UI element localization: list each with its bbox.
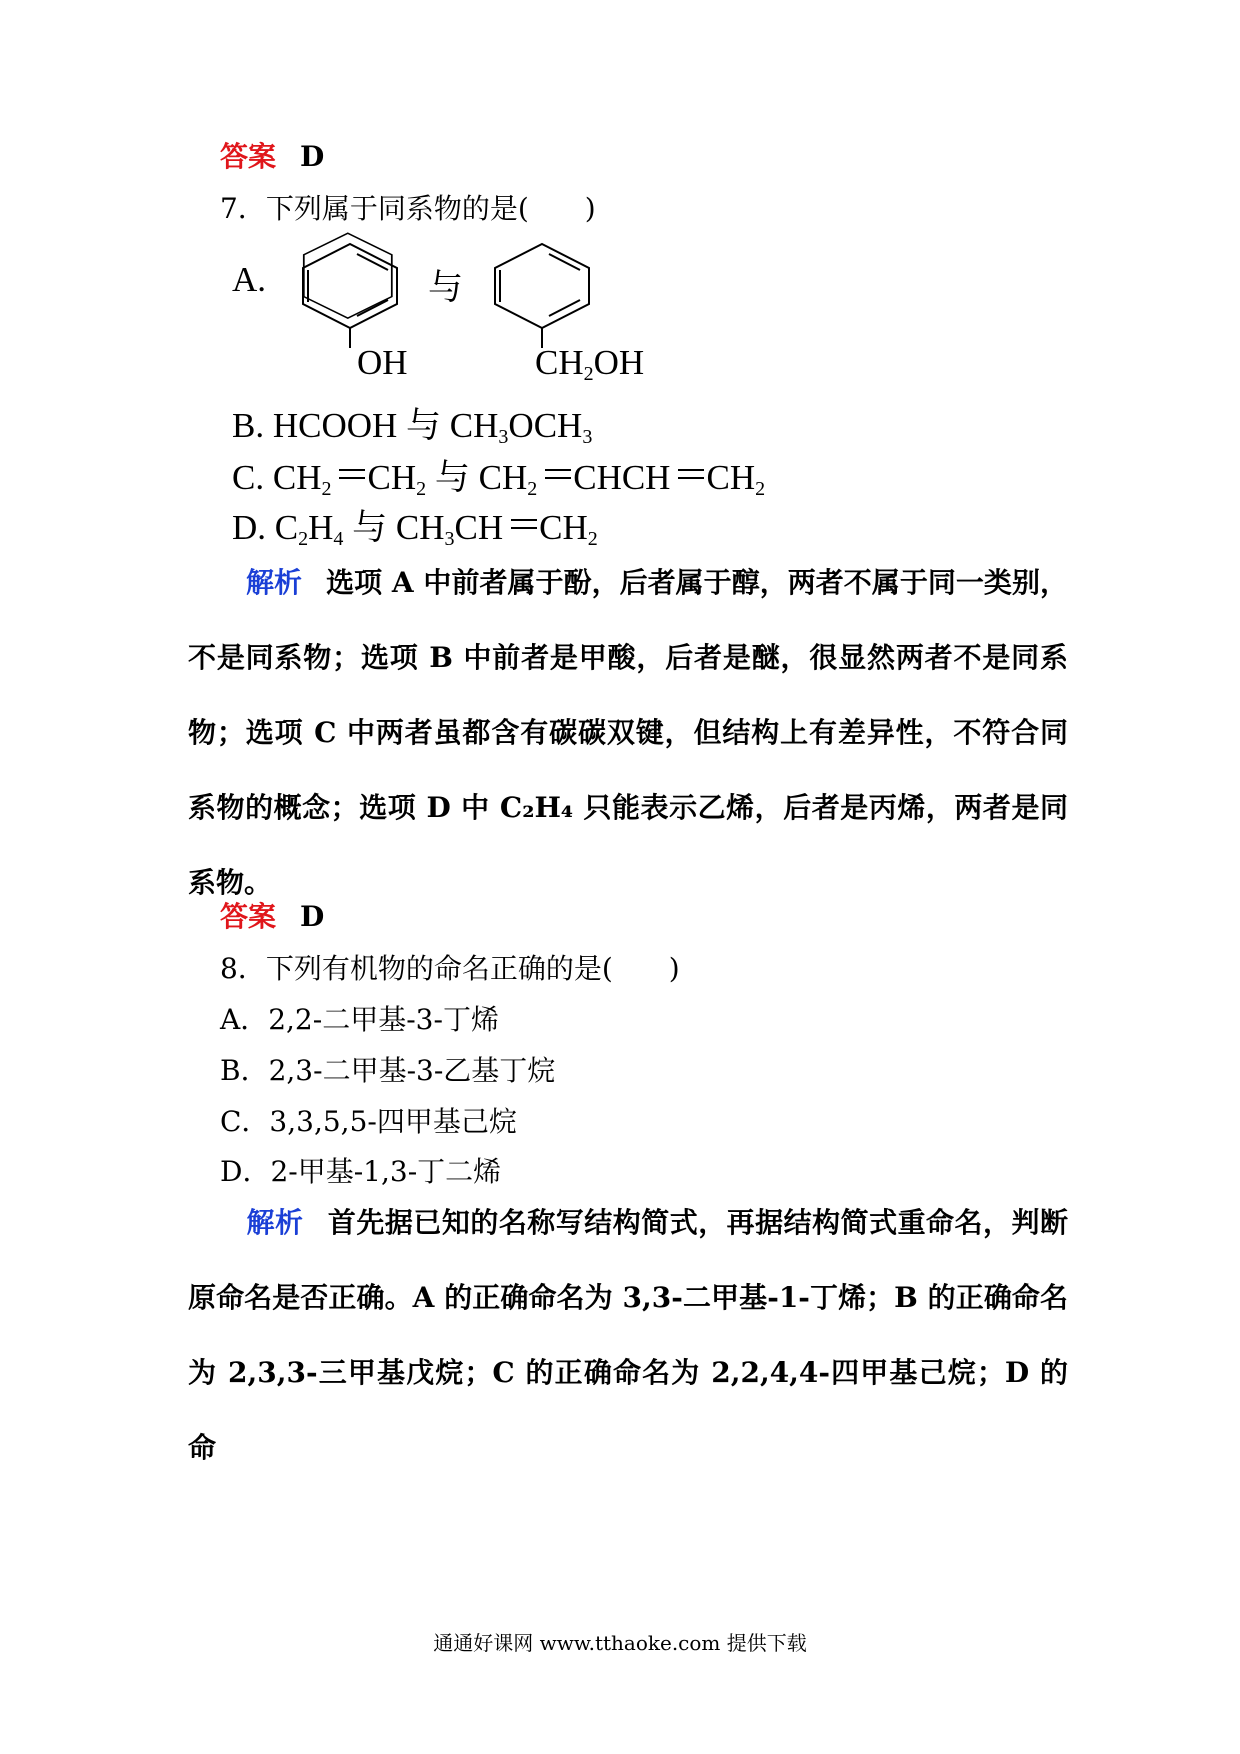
answer-row-2 <box>220 895 324 935</box>
double-bond-symbol <box>678 469 704 479</box>
analysis-label: 解析 <box>246 1206 304 1239</box>
q8-option-a: A．2,2-二甲基-3-丁烯 <box>220 1003 499 1036</box>
answer-label: 答案 <box>220 900 277 933</box>
answer-row-1 <box>220 135 324 175</box>
q7-option-c: C. $CH_2$ $CH_2$ 与 $CH_2$ CHCH $CH_2$ <box>232 458 766 500</box>
answer-label: 答案 <box>220 140 277 173</box>
q8-option-d: D．2-甲基-1,3-丁二烯 <box>220 1155 502 1188</box>
q7-option-b: B. HCOOH 与 $CH_3OCH_3$ <box>232 406 593 448</box>
analysis-text: 选项 A 中前者属于酚，后者属于醇，两者不属于同一类别，不是同系物；选项 B 中前者是甲酸，后者是醚，很显然两者不是同系物；选项 C 中两者虽都含有碳碳双键，但结构上有差异性，不符合同系物的概念；选项 D 中 C₂H₄ 只能表示乙烯，后者是丙烯，两者是同系物。 <box>188 566 1068 899</box>
analysis-text: 首先据已知的名称写结构简式，再据结构简式重命名，判断原命名是否正确。A 的正确命名为 3,3-二甲基-1-丁烯；B 的正确命名为 2,3,3-三甲基戊烷；C 的正确命名为 2,2,4,4-四甲基己烷；D 的命 <box>188 1206 1068 1464</box>
double-bond-symbol <box>511 519 537 529</box>
answer-value: D <box>300 140 325 173</box>
analysis-paragraph-2 <box>188 1185 1068 1485</box>
analysis-label: 解析 <box>246 566 303 599</box>
answer-value: D <box>300 900 325 933</box>
option-a-connector: 与 <box>428 268 464 307</box>
page-footer <box>0 1627 1240 1656</box>
question-7-stem: 7．下列属于同系物的是( ) <box>220 192 596 225</box>
q7-option-a-label: A. <box>232 260 267 299</box>
question-8-stem: 8．下列有机物的命名正确的是( ) <box>220 952 680 985</box>
benzyl-alcohol-structure-diagram <box>470 230 600 350</box>
phenol-structure-diagram <box>290 230 420 350</box>
q8-option-b: B．2,3-二甲基-3-乙基丁烷 <box>220 1054 556 1087</box>
benzyl-ch2oh-label: $CH_2OH$ <box>535 343 645 385</box>
phenol-oh-label: OH <box>357 343 408 382</box>
double-bond-symbol <box>339 469 365 479</box>
analysis-paragraph-1 <box>188 545 1068 920</box>
footer-site-name: 通通好课网 <box>433 1631 534 1655</box>
double-bond-symbol <box>545 469 571 479</box>
q7-option-d: D. $C_2H_4$ 与 $CH_3CH$ $CH_2$ <box>232 508 598 550</box>
q8-option-c: C．3,3,5,5-四甲基己烷 <box>220 1105 517 1138</box>
footer-note: 提供下载 <box>726 1631 807 1655</box>
footer-url: www.tthaoke.com <box>539 1631 721 1655</box>
